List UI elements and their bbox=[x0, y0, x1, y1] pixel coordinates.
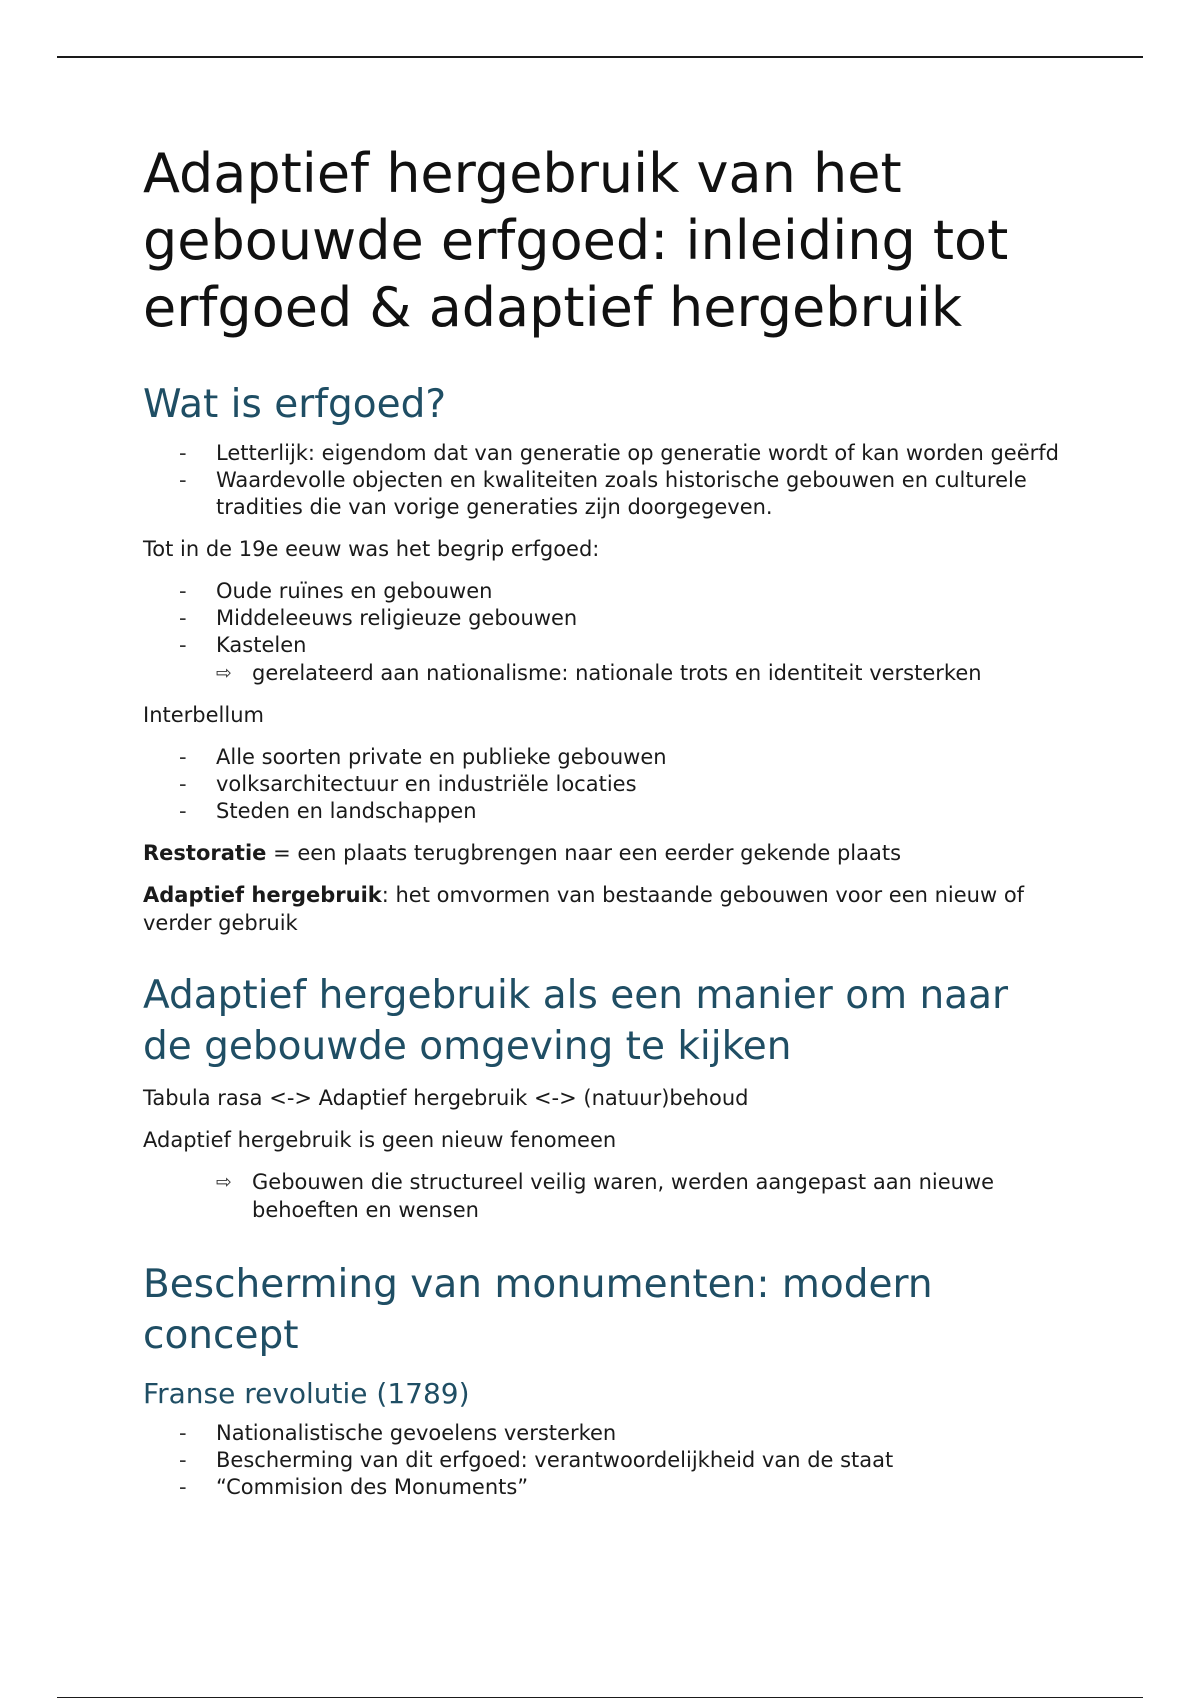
list-item: - Steden en landschappen bbox=[216, 798, 1063, 825]
term-adaptief-hergebruik: Adaptief hergebruik bbox=[143, 883, 382, 907]
list-19e-eeuw bbox=[143, 578, 1063, 659]
interbellum-label: Interbellum bbox=[143, 703, 264, 727]
arrow-note-text: Gebouwen die structureel veilig waren, werden aangepast aan nieuwe behoeften en wensen bbox=[252, 1170, 995, 1222]
definition-restoratie bbox=[143, 839, 1063, 867]
arrow-right-outline-icon: ⇨ bbox=[216, 662, 232, 684]
list-item: - Letterlijk: eigendom dat van generatie op generatie wordt of kan worden geërfd bbox=[216, 440, 1063, 467]
list-item: - “Commision des Monuments” bbox=[216, 1474, 1063, 1501]
list-item: - Middeleeuws religieuze gebouwen bbox=[216, 605, 1063, 632]
arrow-note-text: gerelateerd aan nationalisme: nationale trots en identiteit versterken bbox=[252, 661, 982, 685]
list-item: - Waardevolle objecten en kwaliteiten zoals historische gebouwen en culturele tradities die van vorige generaties zijn doorgegeven. bbox=[216, 467, 1063, 521]
list-item: - Oude ruïnes en gebouwen bbox=[216, 578, 1063, 605]
heading-adaptief-hergebruik-manier: Adaptief hergebruik als een manier om naar de gebouwde omgeving te kijken bbox=[143, 973, 1009, 1069]
term-restoratie: Restoratie bbox=[143, 841, 267, 865]
header-rule bbox=[57, 56, 1143, 58]
intro-19e-eeuw: Tot in de 19e eeuw was het begrip erfgoed: bbox=[143, 537, 600, 561]
definition-text: : het omvormen van bestaande gebouwen voor een nieuw of verder gebruik bbox=[143, 883, 1025, 935]
list-franse-revolutie bbox=[143, 1420, 1063, 1501]
document-body bbox=[143, 140, 1063, 1501]
tabula-rasa-line: Tabula rasa <-> Adaptief hergebruik <-> (natuur)behoud bbox=[143, 1086, 749, 1110]
list-interbellum bbox=[143, 744, 1063, 825]
list-item: - Bescherming van dit erfgoed: verantwoordelijkheid van de staat bbox=[216, 1447, 1063, 1474]
subheading-franse-revolutie: Franse revolutie (1789) bbox=[143, 1377, 470, 1410]
list-item: - Kastelen bbox=[216, 632, 1063, 659]
heading-bescherming-monumenten: Bescherming van monumenten: modern concept bbox=[143, 1262, 933, 1358]
arrow-note-nationalisme bbox=[143, 659, 1063, 687]
list-item: - Nationalistische gevoelens versterken bbox=[216, 1420, 1063, 1447]
document-title: Adaptief hergebruik van het gebouwde erfgoed: inleiding tot erfgoed & adaptief hergebruik bbox=[143, 142, 1009, 339]
arrow-right-outline-icon: ⇨ bbox=[216, 1171, 232, 1193]
heading-wat-is-erfgoed: Wat is erfgoed? bbox=[143, 382, 447, 427]
footer-rule bbox=[57, 1697, 1143, 1698]
definition-text: = een plaats terugbrengen naar een eerder gekende plaats bbox=[266, 841, 902, 865]
list-item: - volksarchitectuur en industriële locaties bbox=[216, 771, 1063, 798]
definition-adaptief-hergebruik bbox=[143, 881, 1063, 937]
geen-nieuw-fenomeen: Adaptief hergebruik is geen nieuw fenomeen bbox=[143, 1128, 617, 1152]
list-item: - Alle soorten private en publieke gebouwen bbox=[216, 744, 1063, 771]
arrow-note-gebouwen bbox=[143, 1168, 1063, 1224]
erfgoed-definition-list bbox=[143, 440, 1063, 521]
